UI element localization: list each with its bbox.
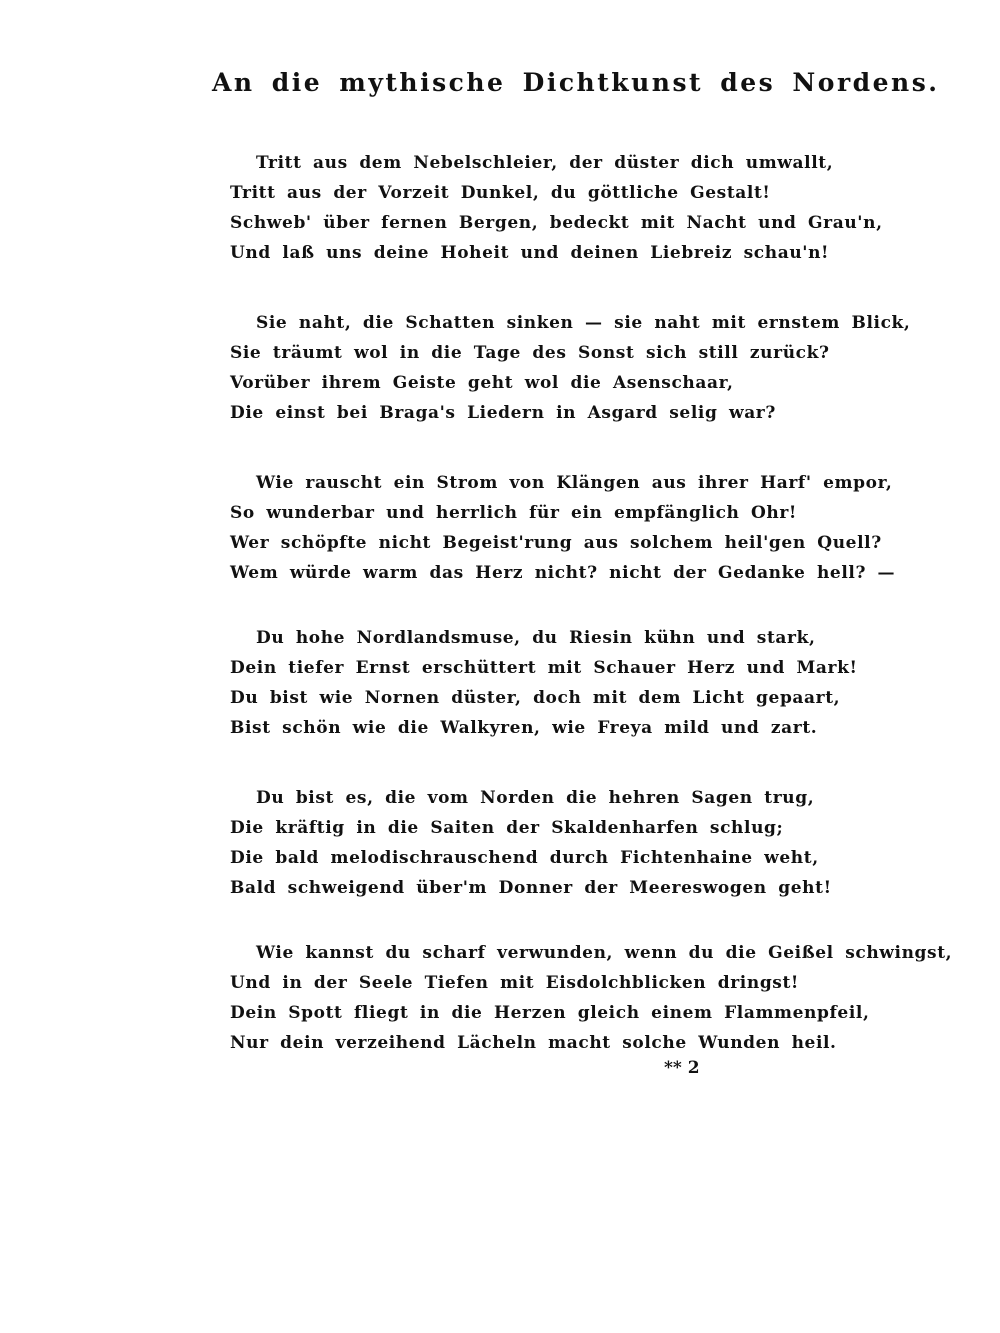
verse-line: Die einst bei Braga's Liedern in Asgard selig war? [230,403,776,423]
stanza-3 [230,468,896,588]
verse-line: Sie träumt wol in die Tage des Sonst sich still zurück? [230,343,830,363]
verse-line: Wem würde warm das Herz nicht? nicht der Gedanke hell? — [230,563,896,583]
verse-line: Dein tiefer Ernst erschüttert mit Schauer Herz und Mark! [230,658,858,678]
verse-line: Dein Spott fliegt in die Herzen gleich einem Flammenpfeil, [230,1003,870,1023]
verse-line: Und in der Seele Tiefen mit Eisdolchblicken dringst! [230,973,799,993]
verse-line: Und laß uns deine Hoheit und deinen Liebreiz schau'n! [230,243,830,263]
verse-line: Schweb' über fernen Bergen, bedeckt mit Nacht und Grau'n, [230,213,883,233]
verse-line: Du hohe Nordlandsmuse, du Riesin kühn und stark, [256,628,816,648]
stanza-2 [230,308,911,428]
verse-line: Vorüber ihrem Geiste geht wol die Asenschaar, [230,373,734,393]
verse-line: Wie rauscht ein Strom von Klängen aus ihrer Harf' empor, [256,473,893,493]
stanza-1 [230,148,883,268]
verse-line: Die bald melodischrauschend durch Fichtenhaine weht, [230,848,819,868]
verse-line: Tritt aus dem Nebelschleier, der düster dich umwallt, [256,153,834,173]
stanza-6 [230,938,953,1058]
poem-title: An die mythische Dichtkunst des Nordens. [212,68,940,97]
stanza-4 [230,623,858,743]
verse-line: Wie kannst du scharf verwunden, wenn du die Geißel schwingst, [256,943,953,963]
verse-line: Die kräftig in die Saiten der Skaldenharfen schlug; [230,818,784,838]
stanza-5 [230,783,830,903]
verse-line: Bald schweigend über'm Donner der Meereswogen geht! [230,878,832,898]
verse-line: Du bist wie Nornen düster, doch mit dem Licht gepaart, [230,688,841,708]
verse-line: Tritt aus der Vorzeit Dunkel, du göttliche Gestalt! [230,183,771,203]
verse-line: Wer schöpfte nicht Begeist'rung aus solchem heil'gen Quell? [230,533,882,553]
signature-mark: ** 2 [664,1058,700,1078]
verse-line: Du bist es, die vom Norden die hehren Sagen trug, [256,788,815,808]
verse-line: Bist schön wie die Walkyren, wie Freya mild und zart. [230,718,818,738]
verse-line: Sie naht, die Schatten sinken — sie naht mit ernstem Blick, [256,313,911,333]
verse-line: So wunderbar und herrlich für ein empfänglich Ohr! [230,503,797,523]
verse-line: Nur dein verzeihend Lächeln macht solche Wunden heil. [230,1033,837,1053]
